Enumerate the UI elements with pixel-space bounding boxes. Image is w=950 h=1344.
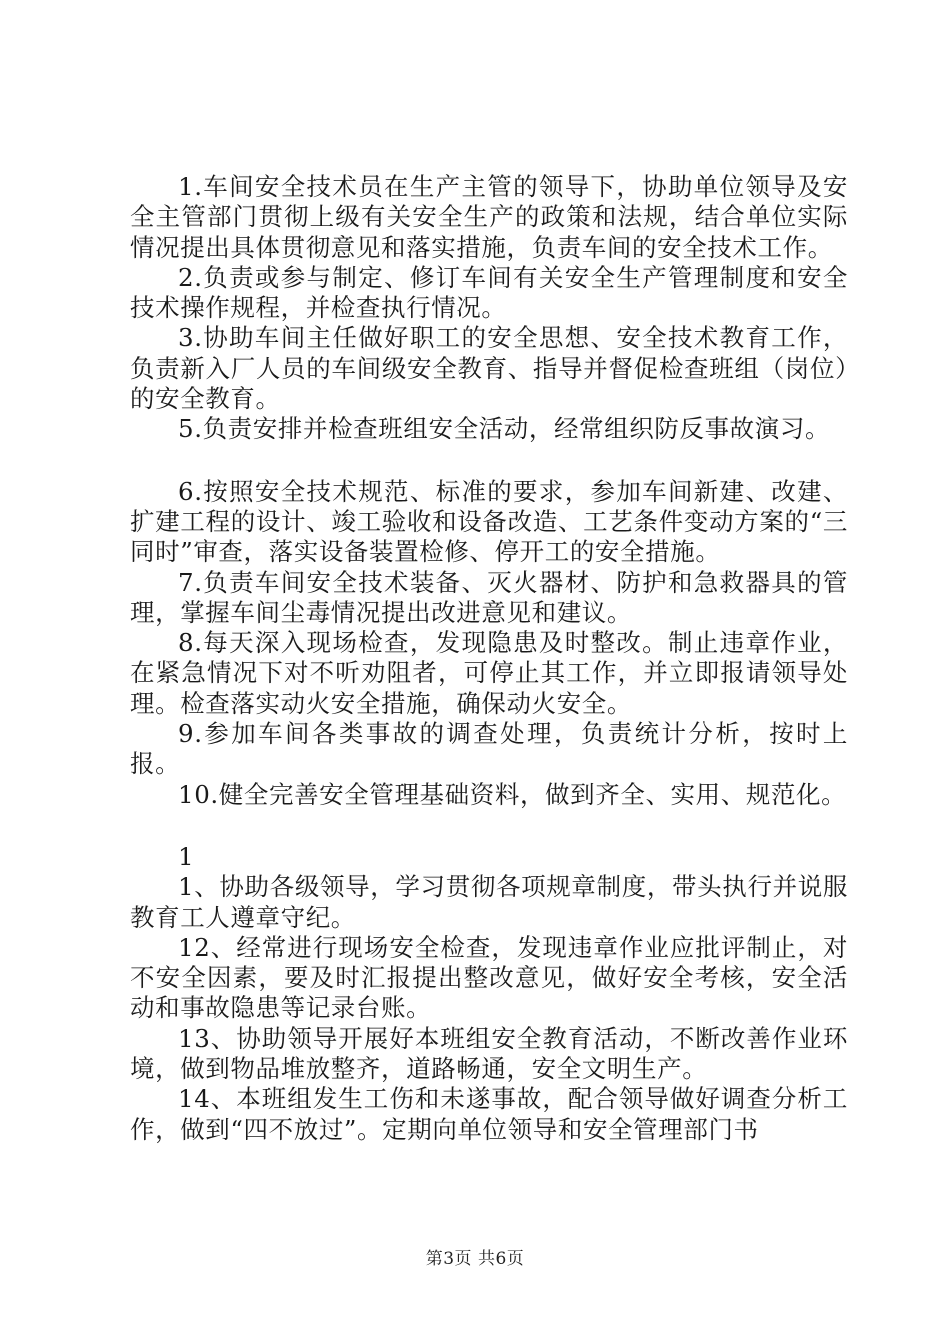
document-body bbox=[130, 172, 848, 1145]
paragraph: 1 bbox=[178, 841, 195, 871]
paragraph: 1.车间安全技术员在生产主管的领导下，协助单位领导及安全主管部门贯彻上级有关安全生产的政策和法规，结合单位实际情况提出具体贯彻意见和落实措施，负责车间的安全技术工作。 bbox=[130, 172, 848, 262]
paragraph: 7.负责车间安全技术装备、灭火器材、防护和急救器具的管理，掌握车间尘毒情况提出改进意见和建议。 bbox=[130, 567, 848, 627]
paragraph: 1、协助各级领导，学习贯彻各项规章制度，带头执行并说服教育工人遵章守纪。 bbox=[130, 872, 848, 932]
paragraph: 10.健全完善安全管理基础资料，做到齐全、实用、规范化。 bbox=[178, 779, 847, 809]
paragraph: 2.负责或参与制定、修订车间有关安全生产管理制度和安全技术操作规程，并检查执行情况。 bbox=[130, 262, 848, 323]
paragraph-gap bbox=[130, 810, 848, 842]
paragraph: 6.按照安全技术规范、标准的要求，参加车间新建、改建、扩建工程的设计、竣工验收和设备改造、工艺条件变动方案的“三同时”审查，落实设备装置检修、停开工的安全措施。 bbox=[130, 476, 848, 567]
paragraph: 5.负责安排并检查班组安全活动，经常组织防反事故演习。 bbox=[178, 414, 831, 444]
paragraph-gap bbox=[130, 445, 848, 477]
paragraph: 12、经常进行现场安全检查，发现违章作业应批评制止，对不安全因素，要及时汇报提出整改意见，做好安全考核，安全活动和事故隐患等记录台账。 bbox=[130, 932, 848, 1023]
page-footer: 第3页 共6页 bbox=[425, 1249, 525, 1269]
paragraph: 3.协助车间主任做好职工的安全思想、安全技术教育工作，负责新入厂人员的车间级安全教育、指导并督促检查班组（岗位）的安全教育。 bbox=[130, 323, 848, 414]
paragraph: 9.参加车间各类事故的调查处理，负责统计分析，按时上报。 bbox=[130, 719, 848, 779]
paragraph: 13、协助领导开展好本班组安全教育活动，不断改善作业环境，做到物品堆放整齐，道路畅通，安全文明生产。 bbox=[130, 1023, 848, 1084]
paragraph: 14、本班组发生工伤和未遂事故，配合领导做好调查分析工作，做到“四不放过”。定期向单位领导和安全管理部门书 bbox=[130, 1084, 848, 1144]
paragraph: 8.每天深入现场检查，发现隐患及时整改。制止违章作业，在紧急情况下对不听劝阻者，可停止其工作，并立即报请领导处理。检查落实动火安全措施，确保动火安全。 bbox=[130, 628, 848, 718]
